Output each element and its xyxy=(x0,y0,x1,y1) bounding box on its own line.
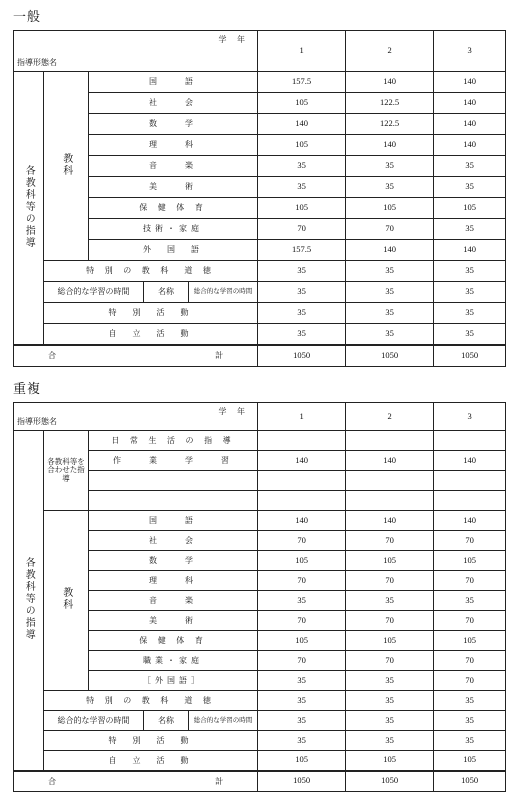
subject-name: 技術・家庭 xyxy=(89,219,258,240)
value-cell: 35 xyxy=(258,282,346,303)
total-right: 計 xyxy=(215,776,224,786)
table-row xyxy=(14,511,506,531)
value-cell: 122.5 xyxy=(346,114,434,135)
subject-name: 理 科 xyxy=(89,135,258,156)
value-cell: 35 xyxy=(258,731,346,751)
value-cell: 70 xyxy=(258,651,346,671)
kyouka-label-cell xyxy=(44,72,89,261)
awase-name: 日 常 生 活 の 指 導 xyxy=(89,431,258,451)
awase-name: 作 業 学 習 xyxy=(89,451,258,471)
value-cell: 140 xyxy=(434,135,506,156)
value-cell: 35 xyxy=(258,177,346,198)
value-cell: 70 xyxy=(434,571,506,591)
table-row xyxy=(14,72,506,93)
table-row xyxy=(14,751,506,771)
value-cell xyxy=(434,431,506,451)
tokkatsu-label: 特 別 活 動 xyxy=(44,731,258,751)
subject-name: 理 科 xyxy=(89,571,258,591)
value-cell: 35 xyxy=(346,282,434,303)
subject-name: 国 語 xyxy=(89,72,258,93)
doutoku-label: 特 別 の 教 科 道 徳 xyxy=(44,261,258,282)
value-cell: 105 xyxy=(346,631,434,651)
value-cell: 105 xyxy=(434,551,506,571)
total-label xyxy=(14,771,258,792)
subject-name: 外 国 語 xyxy=(89,240,258,261)
gakunen-label: 学 年 xyxy=(218,35,250,44)
value-cell: 70 xyxy=(346,219,434,240)
value-cell: 105 xyxy=(434,198,506,219)
section-title-ippan: 一般 xyxy=(13,10,42,25)
table-row xyxy=(14,324,506,345)
ippan-table xyxy=(13,30,506,367)
value-cell: 105 xyxy=(434,751,506,771)
value-cell: 105 xyxy=(258,135,346,156)
table-row xyxy=(14,261,506,282)
value-cell xyxy=(434,491,506,511)
total-value: 1050 xyxy=(346,771,434,792)
subject-name: 音 楽 xyxy=(89,156,258,177)
kakkyouka-label-cell xyxy=(14,431,44,771)
awase-label: 各教科等を合わせた指導 xyxy=(44,431,89,511)
value-cell: 105 xyxy=(258,631,346,651)
kakkyouka-label: 各教科等の指導 xyxy=(23,557,35,642)
value-cell xyxy=(258,491,346,511)
value-cell: 35 xyxy=(346,324,434,345)
total-left: 合 xyxy=(48,351,56,361)
value-cell: 35 xyxy=(434,177,506,198)
value-cell: 140 xyxy=(346,135,434,156)
table-row xyxy=(14,691,506,711)
subject-name: 音 楽 xyxy=(89,591,258,611)
value-cell xyxy=(258,431,346,451)
value-cell: 105 xyxy=(258,93,346,114)
value-cell: 157.5 xyxy=(258,240,346,261)
subject-name: 保 健 体 育 xyxy=(89,631,258,651)
value-cell: 35 xyxy=(346,261,434,282)
total-left: 合 xyxy=(48,776,56,786)
value-cell: 140 xyxy=(346,240,434,261)
value-cell: 35 xyxy=(258,691,346,711)
value-cell: 70 xyxy=(346,651,434,671)
value-cell: 70 xyxy=(434,671,506,691)
value-cell: 140 xyxy=(346,511,434,531)
awase-name xyxy=(89,471,258,491)
value-cell: 140 xyxy=(434,511,506,531)
kakkyouka-label-cell xyxy=(14,72,44,345)
value-cell: 35 xyxy=(258,303,346,324)
subject-name: 美 術 xyxy=(89,177,258,198)
sougou-label: 総合的な学習の時間 xyxy=(44,282,144,303)
sougou-label: 総合的な学習の時間 xyxy=(44,711,144,731)
subject-name: 職業・家庭 xyxy=(89,651,258,671)
value-cell: 35 xyxy=(434,303,506,324)
value-cell: 105 xyxy=(434,631,506,651)
value-cell: 140 xyxy=(434,72,506,93)
juufuku-table xyxy=(13,402,506,792)
value-cell: 35 xyxy=(346,731,434,751)
subject-name: 社 会 xyxy=(89,93,258,114)
value-cell: 70 xyxy=(258,531,346,551)
value-cell xyxy=(434,471,506,491)
value-cell: 35 xyxy=(258,156,346,177)
value-cell: 70 xyxy=(434,611,506,631)
total-value: 1050 xyxy=(434,771,506,792)
value-cell: 140 xyxy=(434,240,506,261)
table-row xyxy=(14,303,506,324)
value-cell: 35 xyxy=(346,591,434,611)
table-row xyxy=(14,282,506,303)
value-cell: 35 xyxy=(258,324,346,345)
total-value: 1050 xyxy=(434,345,506,367)
value-cell: 140 xyxy=(346,72,434,93)
jiritsu-label: 自 立 活 動 xyxy=(44,751,258,771)
total-label xyxy=(14,345,258,367)
value-cell: 70 xyxy=(258,219,346,240)
value-cell xyxy=(346,471,434,491)
awase-name xyxy=(89,491,258,511)
value-cell: 122.5 xyxy=(346,93,434,114)
grade-1: 1 xyxy=(258,403,346,431)
value-cell: 35 xyxy=(346,303,434,324)
kakkyouka-label: 各教科等の指導 xyxy=(23,164,35,249)
value-cell: 35 xyxy=(434,156,506,177)
value-cell: 105 xyxy=(346,198,434,219)
total-right: 計 xyxy=(215,351,224,361)
meishou-label: 名称 xyxy=(144,282,189,303)
grade-3: 3 xyxy=(434,403,506,431)
subject-name: ［外国語］ xyxy=(89,671,258,691)
subject-name: 美 術 xyxy=(89,611,258,631)
value-cell: 35 xyxy=(434,711,506,731)
value-cell: 70 xyxy=(258,571,346,591)
value-cell: 140 xyxy=(434,93,506,114)
value-cell: 35 xyxy=(346,156,434,177)
grade-2: 2 xyxy=(346,31,434,72)
value-cell: 35 xyxy=(258,261,346,282)
kyouka-label: 教科 xyxy=(60,152,72,177)
total-value: 1050 xyxy=(258,345,346,367)
value-cell: 105 xyxy=(258,551,346,571)
value-cell xyxy=(258,471,346,491)
kyouka-label: 教科 xyxy=(60,587,72,612)
value-cell: 35 xyxy=(434,691,506,711)
value-cell: 70 xyxy=(346,611,434,631)
total-row xyxy=(14,345,506,367)
subject-name: 数 学 xyxy=(89,551,258,571)
value-cell: 35 xyxy=(258,671,346,691)
value-cell: 35 xyxy=(346,177,434,198)
meishou-label: 名称 xyxy=(144,711,189,731)
value-cell: 140 xyxy=(258,511,346,531)
value-cell: 140 xyxy=(258,451,346,471)
value-cell: 35 xyxy=(434,591,506,611)
grade-3: 3 xyxy=(434,31,506,72)
sougou-detail: 総合的な学習の時間 xyxy=(189,282,258,303)
value-cell xyxy=(346,491,434,511)
grade-1: 1 xyxy=(258,31,346,72)
value-cell xyxy=(346,431,434,451)
total-value: 1050 xyxy=(346,345,434,367)
total-row xyxy=(14,771,506,792)
value-cell: 35 xyxy=(434,261,506,282)
value-cell: 35 xyxy=(258,591,346,611)
subject-name: 国 語 xyxy=(89,511,258,531)
value-cell: 140 xyxy=(434,451,506,471)
table-row xyxy=(14,731,506,751)
header-row xyxy=(14,31,506,72)
tokkatsu-label: 特 別 活 動 xyxy=(44,303,258,324)
total-value: 1050 xyxy=(258,771,346,792)
subject-name: 数 学 xyxy=(89,114,258,135)
value-cell: 140 xyxy=(258,114,346,135)
value-cell: 105 xyxy=(346,551,434,571)
value-cell: 35 xyxy=(346,711,434,731)
value-cell: 35 xyxy=(434,324,506,345)
value-cell: 35 xyxy=(434,731,506,751)
doutoku-label: 特 別 の 教 科 道 徳 xyxy=(44,691,258,711)
value-cell: 157.5 xyxy=(258,72,346,93)
keitai-label: 指導形態名 xyxy=(17,57,57,67)
value-cell: 140 xyxy=(434,114,506,135)
subject-name: 保 健 体 育 xyxy=(89,198,258,219)
value-cell: 105 xyxy=(346,751,434,771)
value-cell: 70 xyxy=(346,571,434,591)
keitai-label: 指導形態名 xyxy=(17,416,57,426)
value-cell: 70 xyxy=(346,531,434,551)
value-cell: 140 xyxy=(346,451,434,471)
value-cell: 105 xyxy=(258,751,346,771)
table-row xyxy=(14,431,506,451)
value-cell: 35 xyxy=(346,691,434,711)
sougou-detail: 総合的な学習の時間 xyxy=(189,711,258,731)
value-cell: 35 xyxy=(434,282,506,303)
value-cell: 70 xyxy=(258,611,346,631)
gakunen-label: 学 年 xyxy=(218,407,250,416)
kyouka-label-cell xyxy=(44,511,89,691)
header-corner xyxy=(14,31,258,72)
value-cell: 35 xyxy=(346,671,434,691)
value-cell: 35 xyxy=(434,219,506,240)
table-row xyxy=(14,711,506,731)
value-cell: 35 xyxy=(258,711,346,731)
subject-name: 社 会 xyxy=(89,531,258,551)
header-row xyxy=(14,403,506,431)
header-corner xyxy=(14,403,258,431)
section-title-juufuku: 重複 xyxy=(13,382,42,397)
jiritsu-label: 自 立 活 動 xyxy=(44,324,258,345)
value-cell: 70 xyxy=(434,651,506,671)
value-cell: 70 xyxy=(434,531,506,551)
value-cell: 105 xyxy=(258,198,346,219)
grade-2: 2 xyxy=(346,403,434,431)
